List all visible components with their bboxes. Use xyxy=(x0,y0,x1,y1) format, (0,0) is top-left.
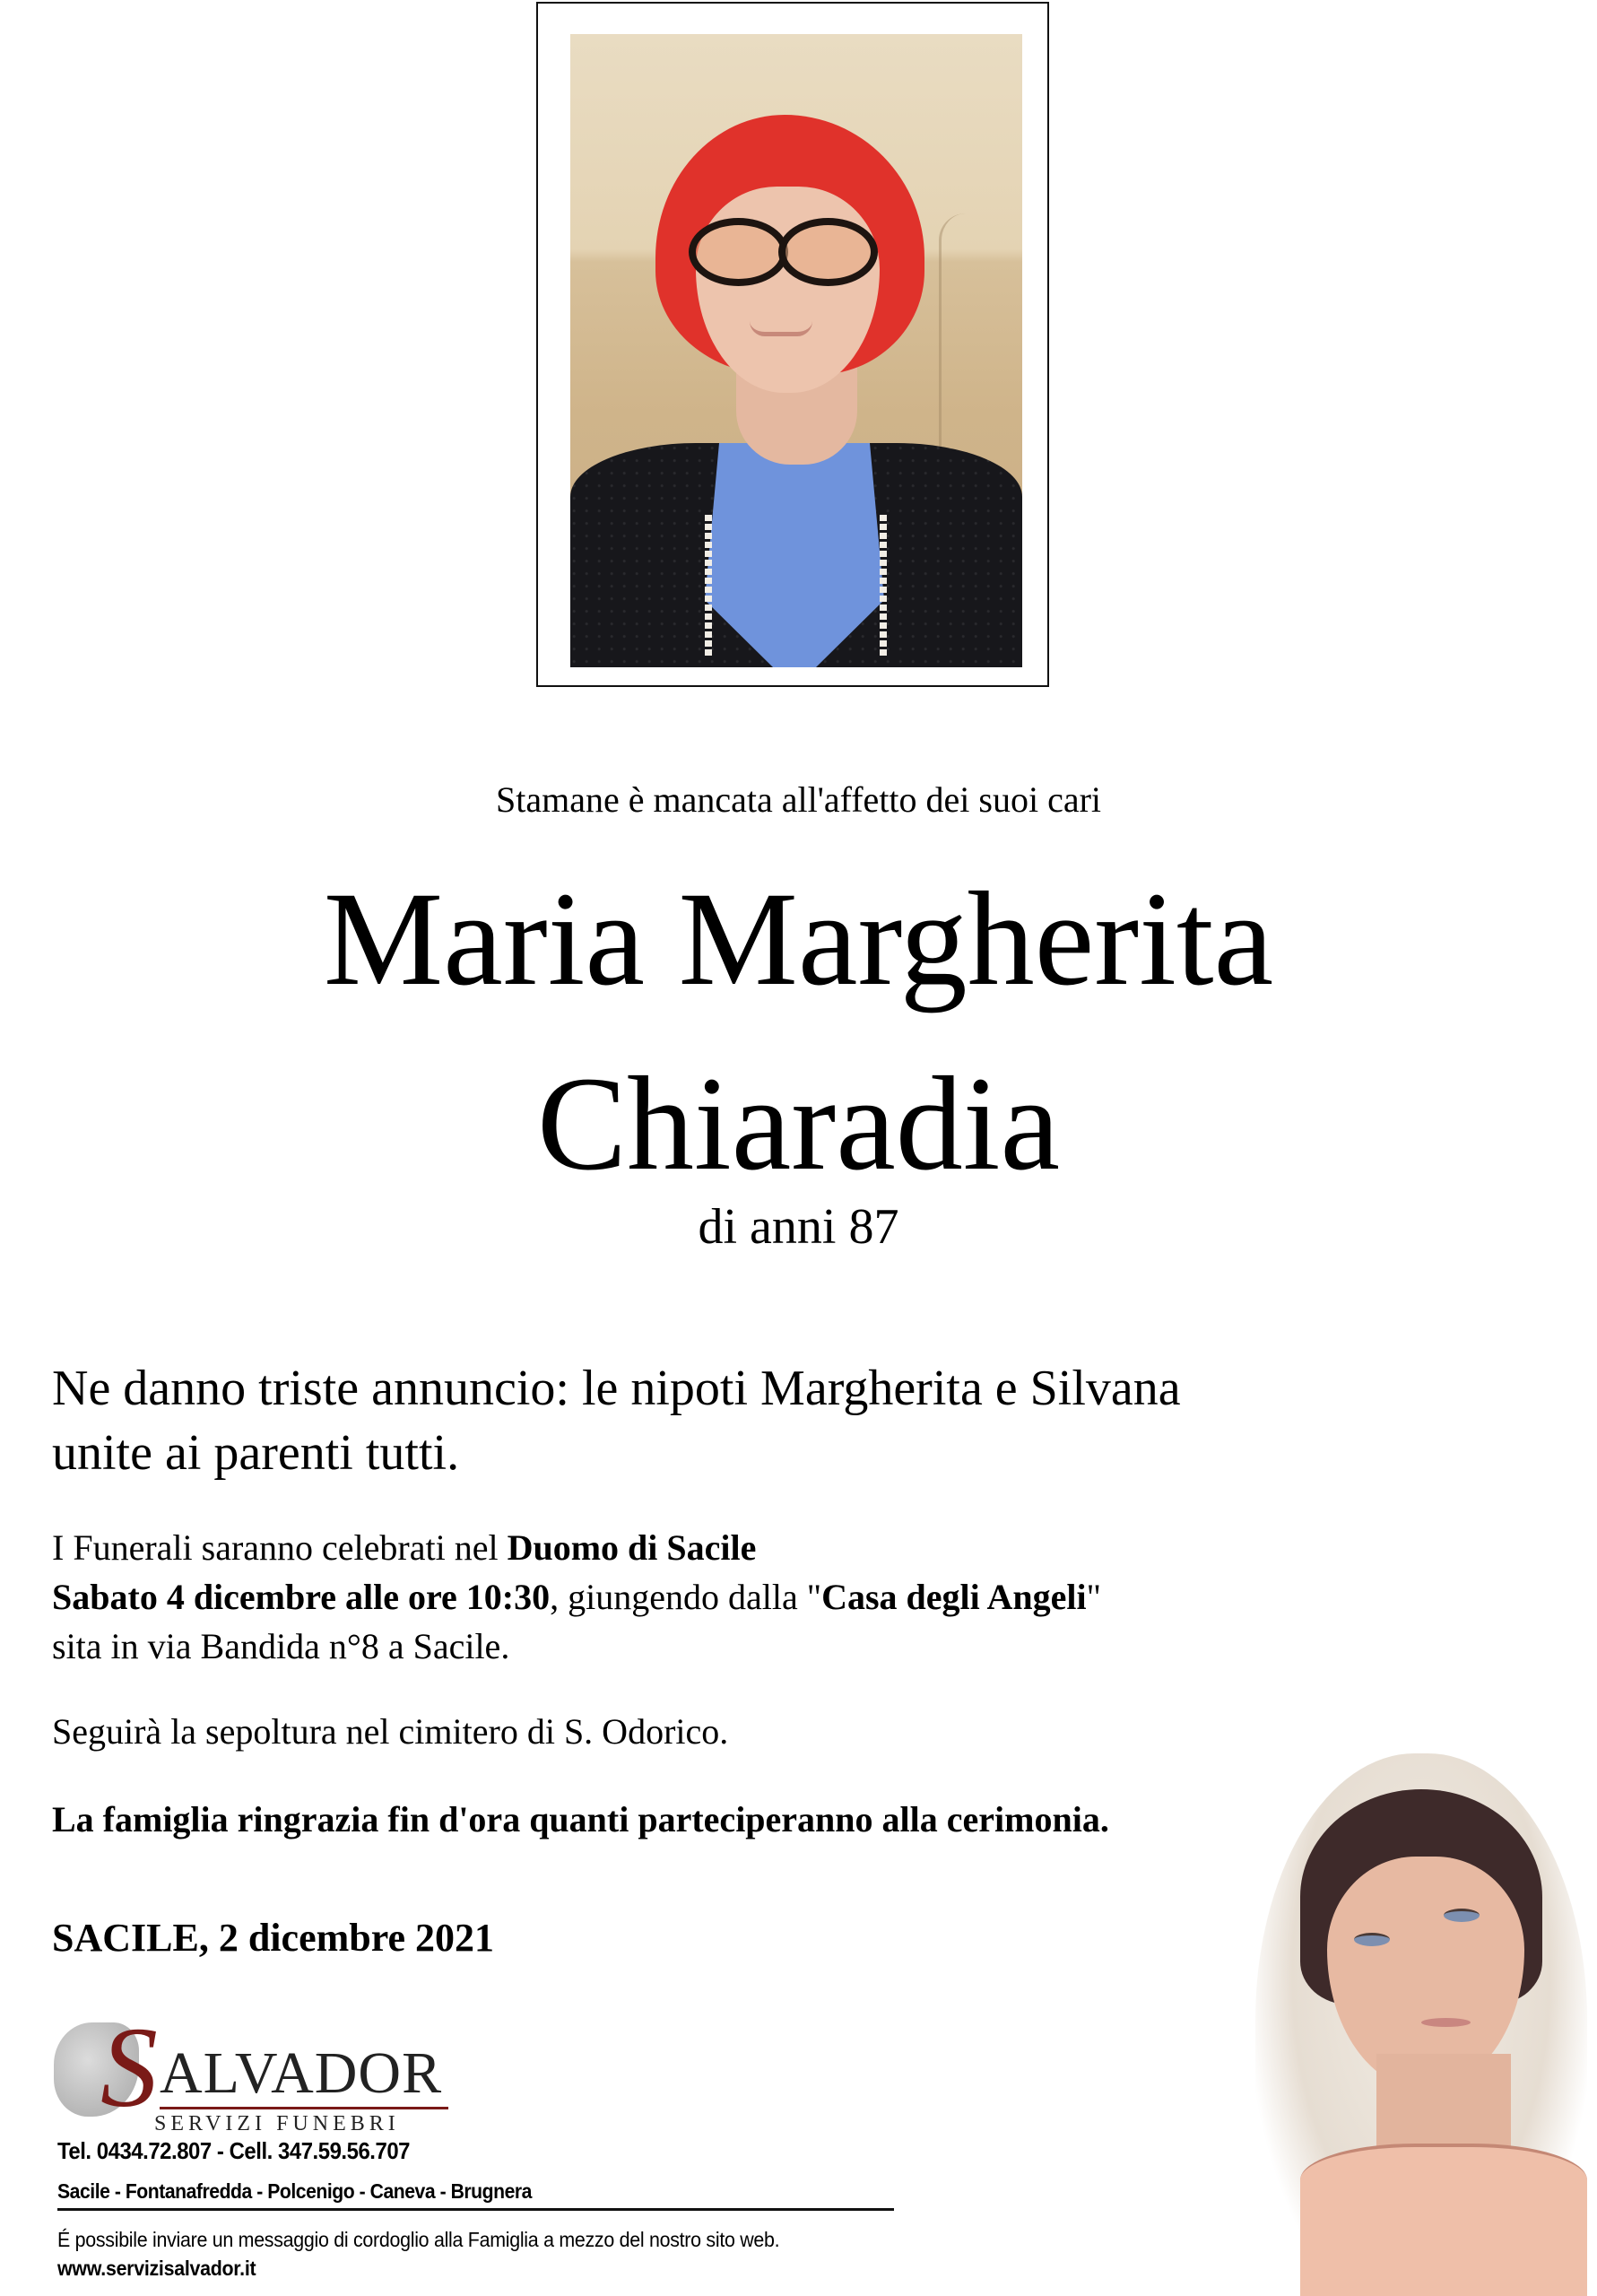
pearl-necklace-left xyxy=(705,515,712,658)
portrait-photo xyxy=(570,34,1022,667)
salvador-logo xyxy=(54,2004,457,2135)
mouth xyxy=(750,321,812,336)
funeral-datetime: Sabato 4 dicembre alle ore 10:30 xyxy=(52,1577,551,1617)
deceased-name-last: Chiaradia xyxy=(536,1049,1061,1198)
funeral-line-1-text: I Funerali saranno celebrati nel xyxy=(52,1527,508,1568)
service-towns: Sacile - Fontanafredda - Polcenigo - Caneva - Brugnera xyxy=(57,2179,532,2203)
announcement-line-2: unite ai parenti tutti. xyxy=(52,1425,460,1481)
burial-text: Seguirà la sepoltura nel cimitero di S. Odorico. xyxy=(52,1711,729,1752)
announcement-line-1: Ne danno triste annuncio: le nipoti Margherita e Silvana xyxy=(52,1361,1181,1416)
pearl-necklace-right xyxy=(880,515,887,658)
condolence-note: É possibile inviare un messaggio di cordoglio alla Famiglia a mezzo del nostro sito web. xyxy=(57,2228,780,2251)
funeral-line-3: sita in via Bandida n°8 a Sacile. xyxy=(52,1626,510,1666)
madonna-eye-left xyxy=(1354,1933,1390,1946)
funeral-line-1 xyxy=(52,1523,1101,1572)
intro-text: Stamane è mancata all'affetto dei suoi cari xyxy=(495,779,1102,820)
madonna-image xyxy=(1237,1749,1597,2296)
deceased-age: di anni 87 xyxy=(698,1199,899,1255)
funeral-line-2-end: " xyxy=(1086,1577,1101,1617)
logo-rule xyxy=(160,2107,448,2109)
funeral-line-2 xyxy=(52,1572,1101,1622)
footer-divider xyxy=(57,2208,894,2211)
thanks-text: La famiglia ringrazia fin d'ora quanti parteciperanno alla cerimonia. xyxy=(52,1799,1109,1839)
announcement xyxy=(52,1356,1181,1485)
madonna-eye-right xyxy=(1444,1909,1480,1922)
logo-brand: ALVADOR xyxy=(160,2040,443,2106)
glasses-left-lens xyxy=(689,218,788,286)
contact-phone: Tel. 0434.72.807 - Cell. 347.59.56.707 xyxy=(57,2137,411,2164)
glasses-right-lens xyxy=(778,218,878,286)
place-date: SACILE, 2 dicembre 2021 xyxy=(52,1916,494,1960)
logo-subtitle: SERVIZI FUNEBRI xyxy=(154,2112,400,2135)
website-link[interactable]: www.servizisalvador.it xyxy=(57,2257,256,2280)
funeral-location: Duomo di Sacile xyxy=(507,1527,757,1568)
funeral-line-2-text: , giungendo dalla " xyxy=(550,1577,822,1617)
funeral-origin: Casa degli Angeli xyxy=(821,1577,1087,1617)
deceased-name-first: Maria Margherita xyxy=(323,865,1274,1013)
portrait-frame xyxy=(536,2,1049,687)
logo-initial: S xyxy=(100,2004,158,2131)
madonna-robe xyxy=(1300,2144,1587,2296)
madonna-lips xyxy=(1421,2018,1471,2027)
funeral-details xyxy=(52,1523,1101,1671)
